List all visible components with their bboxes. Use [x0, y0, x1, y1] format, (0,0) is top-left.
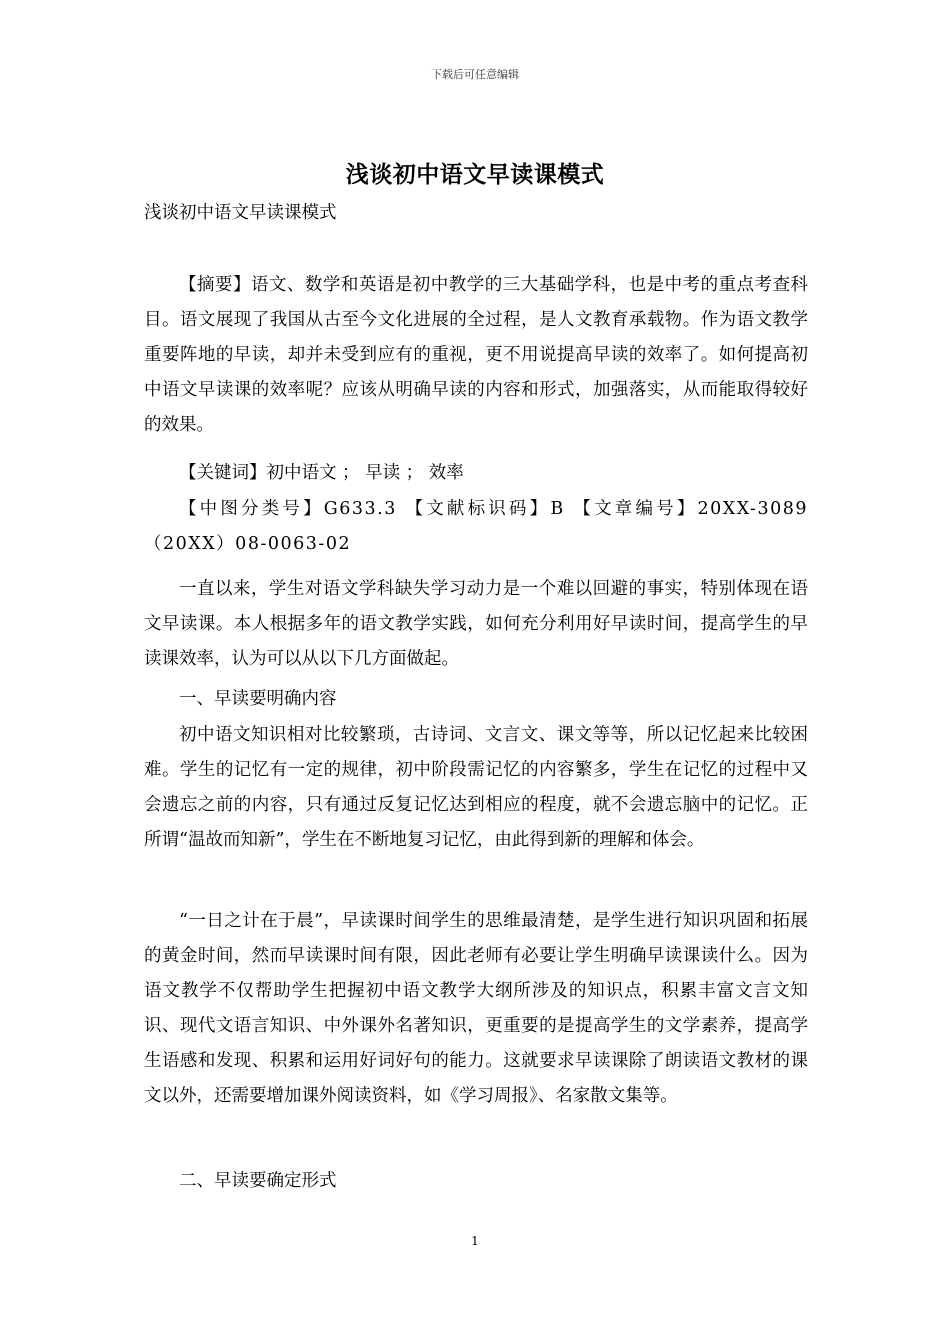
- section-heading-2: 二、早读要确定形式: [179, 1171, 337, 1191]
- document-title: 浅谈初中语文早读课模式: [345, 161, 605, 188]
- section-heading-1: 一、早读要明确内容: [179, 689, 337, 709]
- header-note: 下载后可任意编辑: [431, 68, 519, 81]
- section1-paragraph-1: 初中语文知识相对比较繁琐，古诗词、文言文、课文等等，所以记忆起来比较困难。学生的记忆有一定的规律，初中阶段需记忆的内容繁多，学生在记忆的过程中又会遗忘之前的内容，只有通过反复记忆达到相应的程度，就不会遗忘脑中的记忆。正所谓“温故而知新”，学生在不断地复习记忆，由此得到新的理解和体会。: [144, 725, 808, 850]
- section1-paragraph-2: “一日之计在于晨”，早读课时间学生的思维最清楚，是学生进行知识巩固和拓展的黄金时间，然而早读课时间有限，因此老师有必要让学生明确早读课读什么。因为语文教学不仅帮助学生把握初中语文教学大纲所涉及的知识点，积累丰富文言文知识、现代文语言知识、中外课外名著知识，更重要的是提高学生的文学素养，提高学生语感和发现、积累和运用好词好句的能力。这就要求早读课除了朗读语文教材的课文以外，还需要增加课外阅读资料，如《学习周报》、名家散文集等。: [144, 911, 808, 1106]
- document-subtitle: 浅谈初中语文早读课模式: [144, 203, 337, 223]
- page-number: 1: [471, 1234, 479, 1248]
- intro-paragraph: 一直以来，学生对语文学科缺失学习动力是一个难以回避的事实，特别体现在语文早读课。本人根据多年的语文教学实践，如何充分利用好早读时间，提高学生的早读课效率，认为可以从以下几方面做起。: [144, 579, 808, 669]
- abstract-paragraph: 【摘要】语文、数学和英语是初中教学的三大基础学科，也是中考的重点考查科目。语文展现了我国从古至今文化进展的全过程，是人文教育承载物。作为语文教学重要阵地的早读，却并未受到应有的重视，更不用说提高早读的效率了。如何提高初中语文早读课的效率呢？应该从明确早读的内容和形式，加强落实，从而能取得较好的效果。: [144, 275, 808, 435]
- classification-paragraph: 【中图分类号】G633.3 【文献标识码】B 【文章编号】20XX-3089（20XX）08-0063-02: [144, 499, 808, 554]
- keywords-line: 【关键词】初中语文 ； 早读 ； 效率: [179, 463, 464, 483]
